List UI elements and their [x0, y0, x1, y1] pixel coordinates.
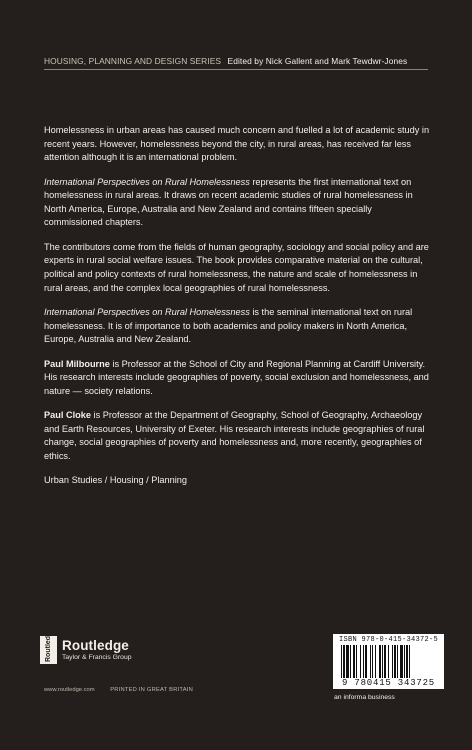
subject-categories: Urban Studies / Housing / Planning [44, 475, 188, 486]
author-bio-milbourne [44, 358, 432, 399]
paragraph-contributors: The contributors come from the fields of human geography, sociology and social policy and are experts in rural social welfare issues. The book provides comparative material on the cultural, political and policy contexts of rural homelessness, the nature and scale of homelessness in rural areas, and the complex local geographies of rural homelessness. [44, 241, 429, 293]
paragraph-significance-text: is the seminal international text on rural homelessness. It is of importance to both academics and policy makers in North America, Europe, Australia and New Zealand. [44, 306, 413, 345]
author-bio-text: is Professor at the Department of Geography, School of Geography, Archaeology and Earth Resources, University of Exeter. His research interests include geographies of rural change, social geographies of poverty and homelessness and, more recently, geographies of ethics. [44, 410, 425, 461]
publisher-group: Taylor & Francis Group [62, 654, 132, 661]
series-line [44, 56, 444, 66]
publisher-logo [40, 627, 132, 664]
paragraph-significance [44, 306, 432, 347]
publisher-wordmark [62, 638, 132, 662]
informa-tagline: an informa business [334, 694, 395, 701]
series-name: HOUSING, PLANNING AND DESIGN SERIES [44, 56, 222, 66]
author-bio-cloke [44, 409, 432, 463]
paragraph-overview [44, 176, 432, 230]
footer [44, 687, 193, 693]
author-bio-text: is Professor at the School of City and Regional Planning at Cardiff University. His research interests include geographies of poverty, social exclusion and homelessness, and nature — society relations. [44, 358, 429, 396]
logo-mark-text: Routledge [45, 627, 52, 662]
series-editors: Edited by Nick Gallent and Mark Tewdwr-Jones [227, 56, 408, 66]
barcode-panel [333, 634, 444, 689]
author-name: Paul Milbourne [44, 358, 110, 369]
paragraph-overview-text: represents the first international text on homelessness in rural areas. It draws on recent academic studies of rural homelessness in North America, Europe, Australia and New Zealand and contains fifteen specially commissioned chapters. [44, 176, 413, 228]
divider [44, 69, 428, 70]
book-title: International Perspectives on Rural Homelessness [44, 306, 250, 317]
blurb [44, 124, 432, 499]
barcode-icon [341, 645, 436, 678]
book-title: International Perspectives on Rural Homelessness [44, 176, 250, 187]
publisher-url: www.routledge.com [44, 687, 95, 693]
ean-digits: 9 780415 343725 [341, 678, 435, 688]
author-name: Paul Cloke [44, 410, 91, 421]
publisher-name: Routledge [62, 638, 129, 653]
paragraph-intro: Homelessness in urban areas has caused much concern and fuelled a lot of academic study in recent years. However, homelessness beyond the city, in rural areas, has received far less attention although it is an international problem. [44, 125, 430, 163]
isbn-text: ISBN 978-0-415-34372-5 [338, 636, 438, 644]
routledge-mark-icon [40, 627, 57, 664]
printed-in: PRINTED IN GREAT BRITAIN [110, 687, 193, 693]
